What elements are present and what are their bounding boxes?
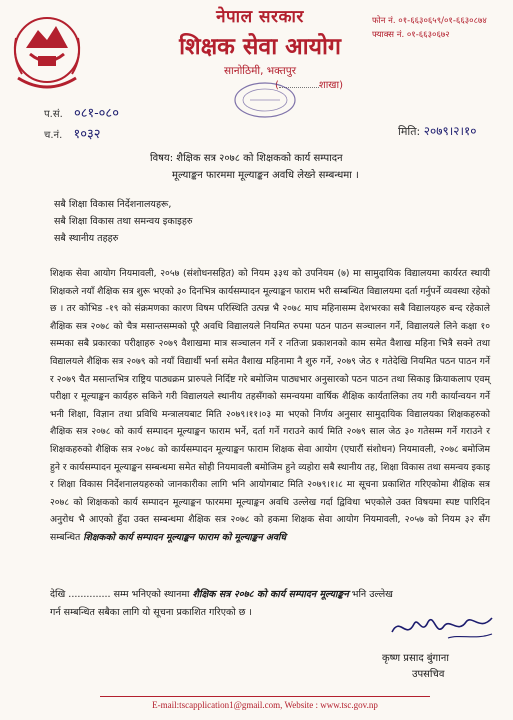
subject-line-1: विषय: शैक्षिक सत्र २०७८ को शिक्षकको कार्य सम्पादन (150, 153, 343, 164)
chalani-number-row (44, 125, 119, 146)
date-value: २०७९।२।१० (423, 124, 477, 138)
recipient-item: सबै शिक्षा विकास निर्देशनालयहरू, (54, 199, 172, 210)
branch-suffix: शाखा) (318, 80, 343, 91)
closing-mid: भनिएको स्थानमा (131, 589, 190, 600)
fax-number: फ्याक्स नं. ०१-६६३०६७२ (372, 30, 450, 40)
signatory-name: कृष्ण प्रसाद बुंगाना (382, 653, 449, 664)
closing-tail: भनि उल्लेख (351, 589, 393, 600)
office-address: सानोठिमी, भक्तपुर (223, 65, 297, 77)
signatory-title: उपसचिव (412, 669, 445, 680)
page-footer: E-mail:tscapplication1@gmail.com, Website : www.tsc.gov.np (100, 696, 430, 710)
phone-number: फोन नं. ०१-६६३०६५९/०१-६६३०८७४ (372, 16, 487, 26)
branch-line: ( शाखा) (275, 77, 343, 91)
office-stamp-icon (232, 80, 298, 120)
closing-line-1 (50, 586, 490, 604)
date-label: मिति: (398, 125, 421, 138)
chalani-label: च.नं. (44, 130, 63, 141)
closing-sammma: सम्म (113, 589, 129, 600)
government-title: नेपाल सरकार (216, 7, 304, 27)
subject-line-2: मूल्याङ्कन फारममा मूल्याङ्कन अवधि लेख्ने सम्बन्धमा । (172, 170, 359, 181)
reference-numbers (44, 104, 119, 146)
subject-line (150, 150, 480, 184)
letterhead-title-block (150, 4, 370, 78)
recipient-list (54, 196, 193, 247)
body-paragraph: शिक्षक सेवा आयोग नियमावली, २०५७ (संशोधनसहित) को नियम ३३ध को उपनियम (७) मा सामुदायिक विद्यालयमा कार्यरत स्थायी शिक्षकले नयाँ शैक्षिक सत्र शुरू भएको ३० दिनभित्र कार्यसम्पादन मूल्याङ्कन फाराम भरी सम्बन्धित विद्यालयमा दर्ता गर्नुपर्ने व्यवस्था रहेको छ । तर कोभिड -१९ को संक्रमणका कारण विषम परिस्थिति उत्पन्न भै २०७८ माघ महिनासम्म देशभरका सबै विद्यालयहरु बन्द रहेकाले शैक्षिक सत्र २०७८ को चैत्र मसान्तसम्मको पूरै अवधि विद्यालयले नियमित रुपमा पठन पाठन सञ्चालन गर्ने, विद्यालयले लिने कक्षा १० सम्मका सबै प्रकारका परीक्षाहरु २०७९ वैशाखमा मात्र सञ्चालन गर्ने र नतिजा प्रकाशनको काम समेत वैशाख महिना भित्रै सक्ने तथा विद्यालयले शैक्षिक सत्र २०७९ को नयाँ विद्यार्थी भर्ना समेत वैशाख महिनामा नै शुरु गर्ने, २०७९ जेठ १ गतेदेखि नियमित पठन पाठन गर्ने र २०७९ चैत मसान्तभित्र राष्ट्रिय पाठ्यक्रम प्रारुपले निर्दिष्ट गरे बमोजिम पाठ्यभार अनुसारको पठन पाठन तथा सिकाइ क्रियाकलाप एवम् परीक्षा र मूल्याङ्कन कार्यहरु सकिने गरी विद्यालयले स्थानीय तहसँगको समन्वयमा वार्षिक शैक्षिक कार्यतालिका तय गरी कार्यान्वयन गर्ने भनी शिक्षा, विज्ञान तथा प्रविधि मन्त्रालयबाट मिति २०७९।११।०३ मा भएको निर्णय अनुसार सामुदायिक विद्यालयका शिक्षकहरुको शैक्षिक सत्र २०७८ को कार्य सम्पादन मूल्याङ्कन फाराम भर्ने, दर्ता गर्ने गराउने कार्य मिति २०७९ साल जेठ ३० गतेसम्म गर्ने गराउने र शिक्षकहरुको शैक्षिक सत्र २०७८ को कार्यसम्पादन मूल्याङ्कन फाराम शिक्षक सेवा आयोग (एघारौं संशोधन) नियमावली, २०७८ बमोजिम हुने र कार्यसम्पादन मूल्याङ्कन सम्बन्धमा समेत सोही नियमावली बमोजिम हुने व्यहोरा सबै स्थानीय तह, शिक्षा विकास तथा समन्वय इकाइ र शिक्षा विकास निर्देशनालयहरुको जानकारीका लागि भनि आयोगबाट मिति २०७९।१।८ मा सूचना प्रकाशित गरिएकोमा शैक्षिक सत्र २०७८ को शिक्षकको कार्य सम्पादन मूल्याङ्कन फारममा मूल्याङ्कन अवधि उल्लेख गर्दा द्विविधा भएकोले उक्त विषयमा स्पष्ट पारिदिन अनुरोध भै आएको हुँदा उक्त सम्बन्धमा शैक्षिक सत्र २०७८ को हकमा शिक्षक सेवा आयोग नियमावली, २०५७ को नियम ३२ सँग सम्बन्धित (50, 268, 490, 543)
organization-title: शिक्षक सेवा आयोग (179, 34, 341, 60)
contact-numbers (372, 14, 487, 42)
recipient-item: सबै शिक्षा विकास तथा समन्वय इकाइहरु (54, 216, 193, 227)
letter-date (398, 122, 477, 139)
nepal-emblem-icon (8, 8, 86, 100)
body-highlight: शिक्षकको कार्य सम्पादन मूल्याङ्कन फाराम को मूल्याङ्कन अवधि (83, 531, 287, 543)
closing-line-2: गर्न सम्बन्धित सबैका लागि यो सूचना प्रकाशित गरिएको छ । (50, 607, 253, 618)
closing-blank: देखि .............. (50, 589, 111, 600)
patra-label: प.सं. (44, 109, 63, 120)
handwritten-signature-icon (388, 610, 498, 644)
letter-body (50, 265, 490, 547)
patra-number-row (44, 104, 119, 125)
chalani-value: १०३२ (73, 127, 101, 142)
closing-highlight: शैक्षिक सत्र २०७८ को कार्य सम्पादन मूल्याङ्कन (192, 589, 349, 600)
patra-value: ०८१-०८० (74, 106, 119, 121)
recipient-item: सबै स्थानीय तहहरु (54, 233, 119, 244)
letterhead (0, 0, 513, 120)
